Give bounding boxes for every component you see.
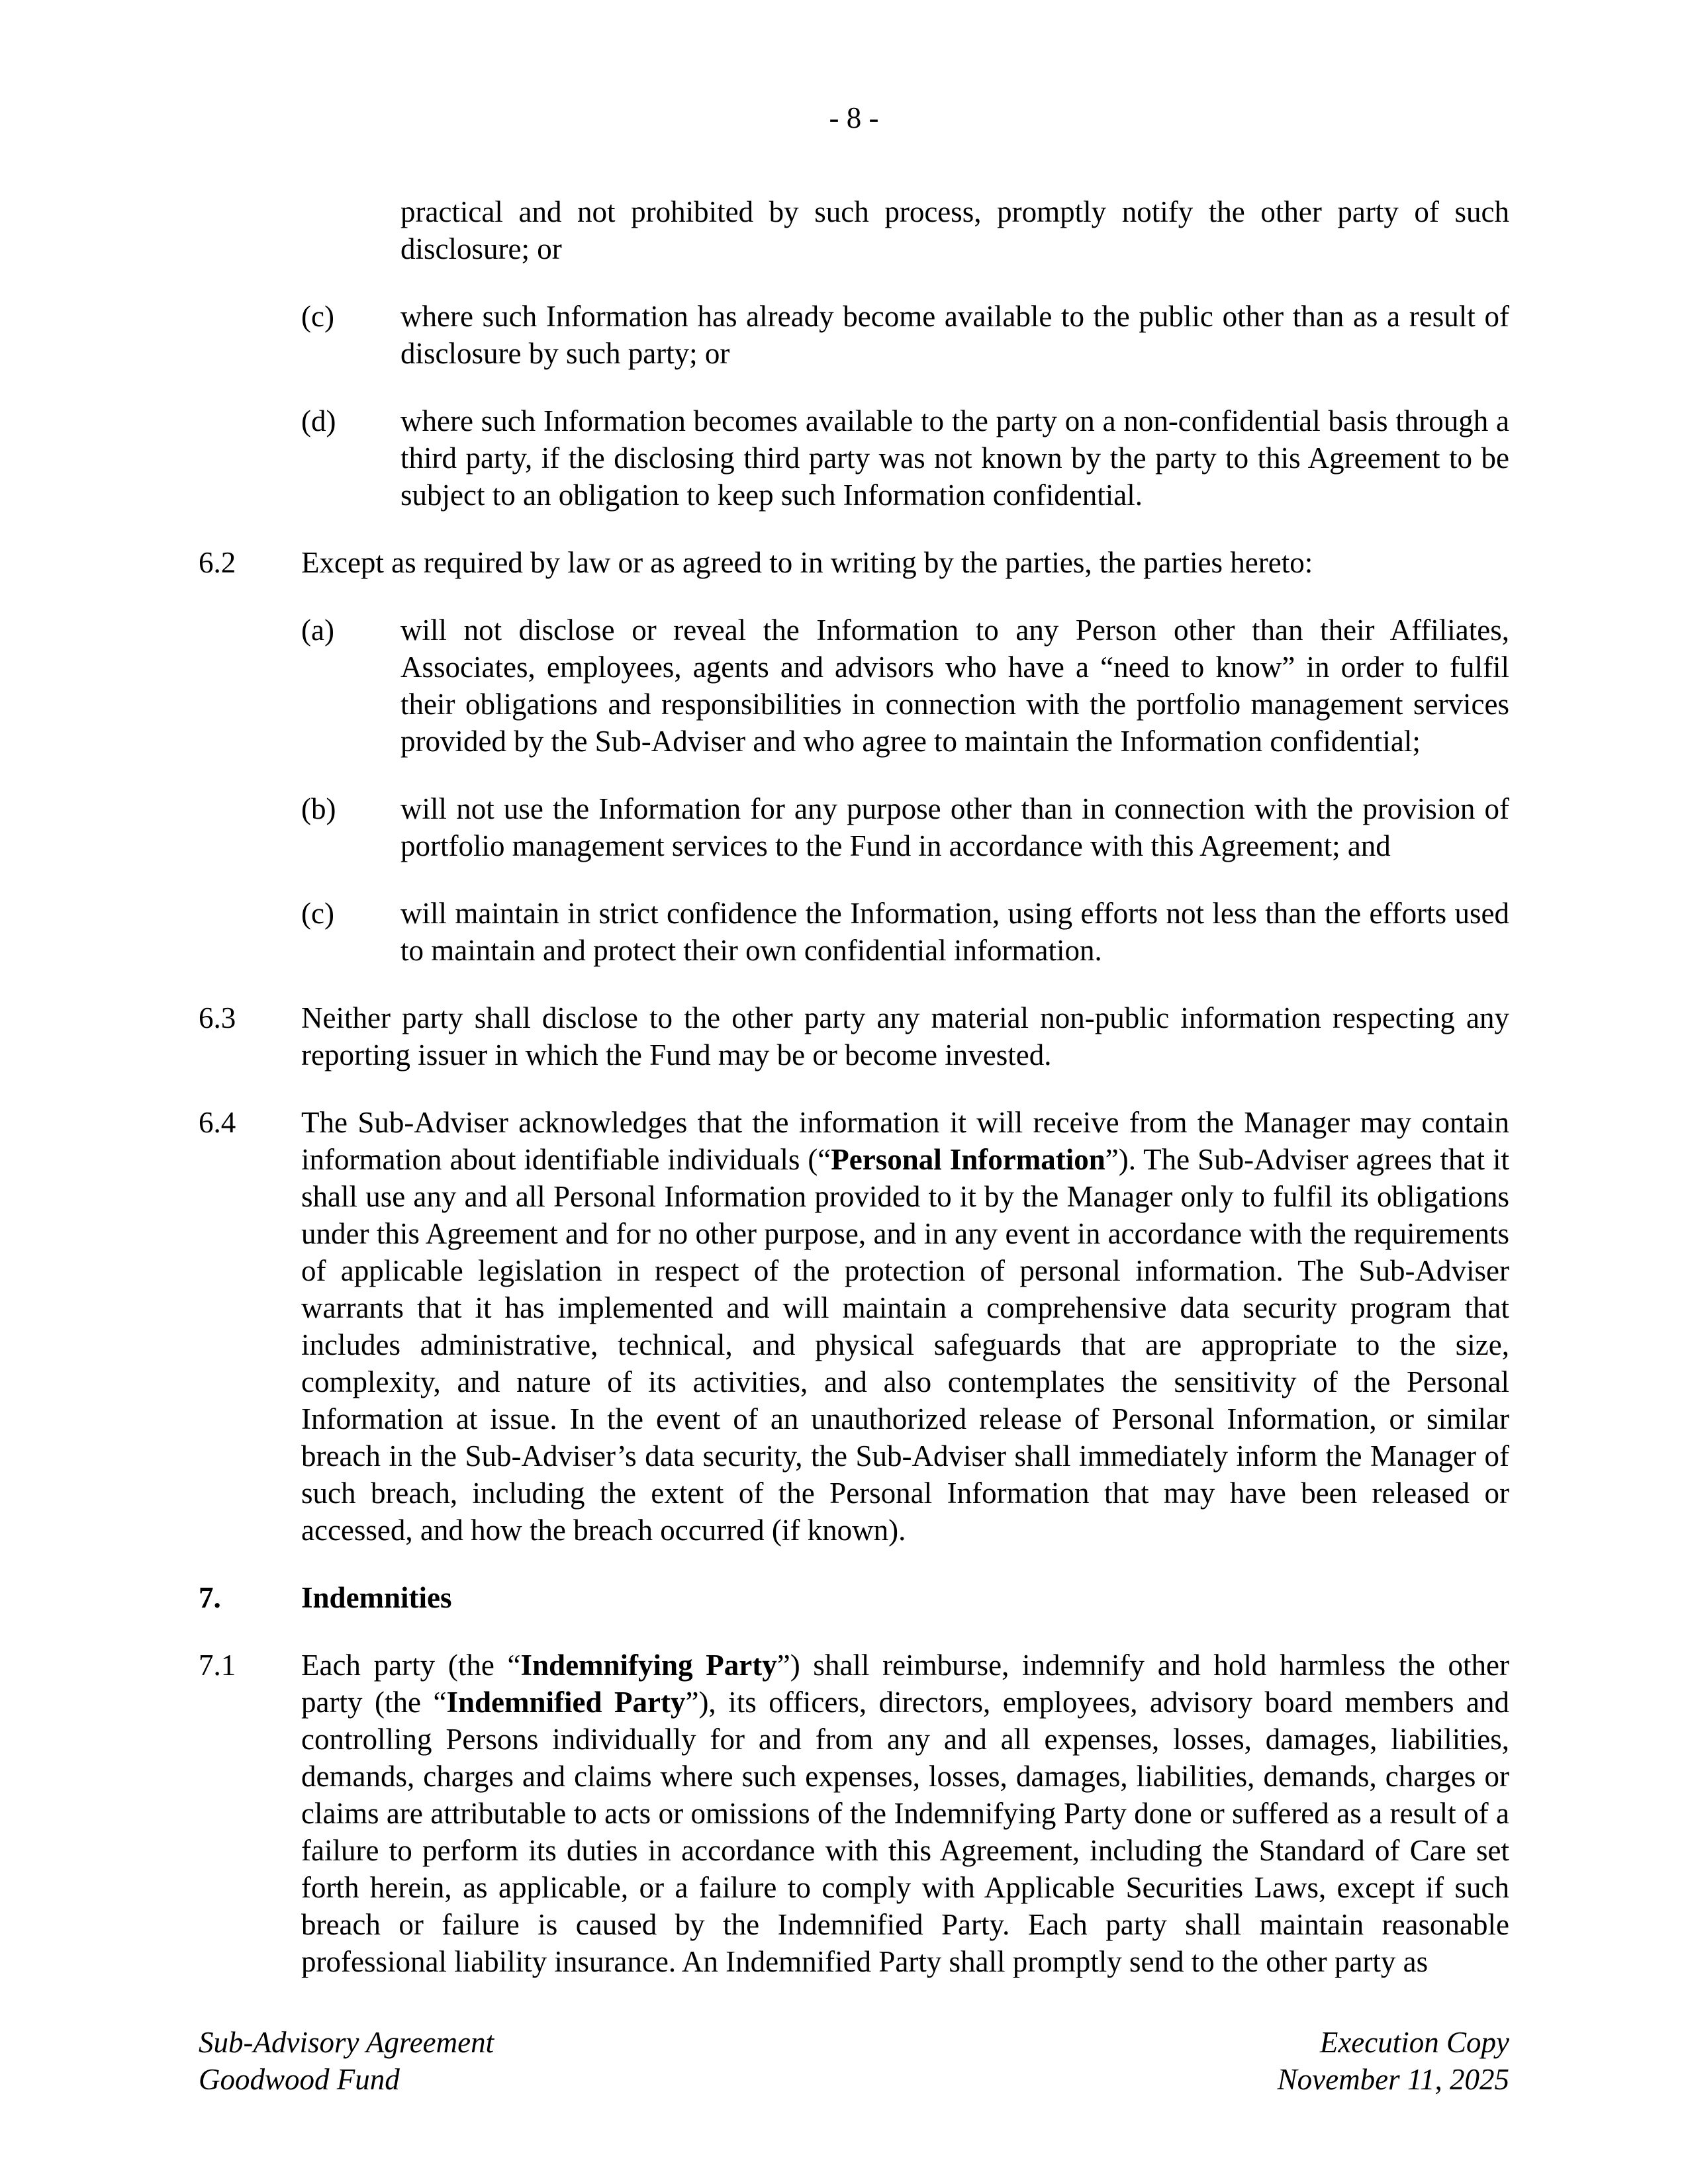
paragraph	[199, 402, 1509, 514]
paragraph-text: will maintain in strict confidence the Information, using efforts not less than the efforts used to maintain and protect their own confidential information.	[400, 897, 1509, 967]
paragraph	[199, 612, 1509, 760]
section-heading	[199, 1579, 1509, 1616]
paragraph-text: where such Information becomes available to the party on a non-confidential basis through a third party, if the disclosing third party was not known by the party to this Agreement to be subject to an obligation to keep such Information confidential.	[400, 404, 1509, 512]
paragraph	[199, 1647, 1509, 1980]
paragraph-text: practical and not prohibited by such process, promptly notify the other party of such disclosure; or	[400, 195, 1509, 265]
paragraph-text: The Sub-Adviser acknowledges that the information it will receive from the Manager may contain information about identifiable individuals (“Personal Information”). The Sub-Adviser agrees that it shall use any and all Personal Information provided to it by the Manager only to fulfil its obligations under this Agreement and for no other purpose, and in any event in accordance with the requirements of applicable legislation in respect of the protection of personal information. The Sub-Adviser warrants that it has implemented and will maintain a comprehensive data security program that includes administrative, technical, and physical safeguards that are appropriate to the size, complexity, and nature of its activities, and also contemplates the sensitivity of the Personal Information at issue. In the event of an unauthorized release of Personal Information, or similar breach in the Sub-Adviser’s data security, the Sub-Adviser shall immediately inform the Manager of such breach, including the extent of the Personal Information that may have been released or accessed, and how the breach occurred (if known).	[301, 1106, 1509, 1547]
paragraph-label: (c)	[301, 300, 334, 333]
paragraph-text: Each party (the “Indemnifying Party”) shall reimburse, indemnify and hold harmless the other party (the “Indemnified Party”), its officers, directors, employees, advisory board members and controlling Persons individually for and from any and all expenses, losses, damages, liabilities, demands, charges and claims where such expenses, losses, damages, liabilities, demands, charges or claims are attributable to acts or omissions of the Indemnifying Party done or suffered as a result of a failure to perform its duties in accordance with this Agreement, including the Standard of Care set forth herein, as applicable, or a failure to comply with Applicable Securities Laws, except if such breach or failure is caused by the Indemnified Party. Each party shall maintain reasonable professional liability insurance. An Indemnified Party shall promptly send to the other party as	[301, 1649, 1509, 1978]
page-number: - 8 -	[829, 101, 879, 134]
paragraph	[199, 193, 1509, 267]
paragraph	[199, 895, 1509, 969]
footer-document-title: Sub-Advisory Agreement	[199, 2026, 494, 2059]
page-footer	[199, 2024, 1509, 2098]
paragraph-label: (a)	[301, 614, 334, 647]
footer-fund-name: Goodwood Fund	[199, 2063, 400, 2096]
paragraph-text: where such Information has already become available to the public other than as a result of disclosure by such party; or	[400, 300, 1509, 370]
paragraph-label: 6.2	[199, 546, 236, 579]
paragraph	[199, 790, 1509, 864]
paragraph	[199, 544, 1509, 581]
document-body	[199, 193, 1509, 1980]
paragraph-text: Indemnities	[301, 1581, 452, 1614]
paragraph-label: 7.1	[199, 1649, 236, 1682]
paragraph-label: 6.3	[199, 1001, 236, 1034]
footer-date: November 11, 2025	[1277, 2063, 1509, 2096]
paragraph-text: Except as required by law or as agreed to in writing by the parties, the parties hereto:	[301, 546, 1313, 579]
paragraph-label: 7.	[199, 1581, 221, 1614]
paragraph	[199, 298, 1509, 372]
paragraph-text: will not disclose or reveal the Information to any Person other than their Affiliates, Associates, employees, agents and advisors who have a “need to know” in order to fulfil their obligations and responsibilities in connection with the portfolio management services provided by the Sub-Adviser and who agree to maintain the Information confidential;	[400, 614, 1509, 758]
paragraph	[199, 1104, 1509, 1549]
footer-left	[199, 2024, 494, 2098]
footer-right	[1278, 2024, 1509, 2098]
paragraph-text: Neither party shall disclose to the other party any material non-public information respecting any reporting issuer in which the Fund may be or become invested.	[301, 1001, 1509, 1071]
paragraph-label: (c)	[301, 897, 334, 930]
paragraph	[199, 999, 1509, 1073]
paragraph-label: 6.4	[199, 1106, 236, 1139]
paragraph-label: (d)	[301, 404, 336, 437]
paragraph-label: (b)	[301, 792, 336, 825]
footer-copy-type: Execution Copy	[1319, 2026, 1509, 2059]
paragraph-text: will not use the Information for any purpose other than in connection with the provision of portfolio management services to the Fund in accordance with this Agreement; and	[400, 792, 1509, 862]
